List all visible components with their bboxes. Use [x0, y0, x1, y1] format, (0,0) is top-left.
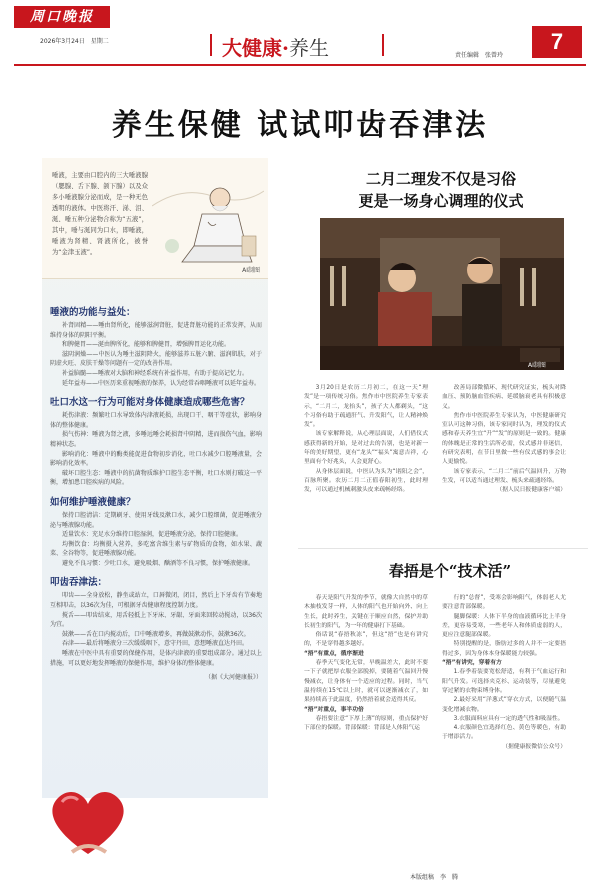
paragraph: 搅舌——叩齿结束，用舌轻抵上下牙床、牙龈、牙面来回转动搅动，以36次为宜。: [50, 611, 262, 629]
source-credit: （据健康报微信公众号）: [502, 743, 566, 750]
illustration-credit: AI制图: [242, 267, 260, 274]
section-main: 大健康·: [222, 36, 289, 60]
paragraph: 补肾固精——唾由肾所化，能够滋润肾脏，促进肾脏功能的正常发挥，从而维持身体的阴阳平衡。: [50, 322, 262, 339]
paragraph: 腿脚保暖：人体下半身的血液循环比上半身差，更容易受寒，一些老年人和体质虚弱的人，更应注意腿部保暖。: [442, 613, 566, 639]
paragraph: 吞津——最后将唾液分三次缓缓咽下，意守丹田，意想唾液直达丹田。: [62, 640, 249, 648]
paragraph: 滋阴润燥——中医认为唾主滋阴降火，能够滋养五脏六腑、滋润肌肤，对于阴虚火旺、皮肤干燥等问题有一定的改善作用。: [50, 350, 262, 368]
paragraph: 鼓漱——舌在口内搅动后，口中唾液增多，再做鼓漱动作，鼓漱36次。: [62, 630, 250, 638]
page-header: [0, 0, 600, 66]
newspaper-logo: 周口晚报: [14, 6, 110, 28]
page-number: 7: [532, 26, 582, 58]
subheading: 如何维护唾液健康？: [50, 496, 136, 508]
source-credit: （据《大河健康报》）: [204, 674, 262, 682]
article-col1: [304, 384, 428, 496]
divider: [382, 34, 384, 56]
paragraph: 改善局部微循环、现代研究证实，梳头对降血压、预防脑血管疾病、延缓脑衰老具有积极意义。: [442, 385, 566, 410]
paragraph: 1.春季着装要宽松舒适，有利于气血运行和阳气升发。可选择夹克衫、运动装等，尽量避免穿过紧的衣物束缚身体。: [442, 669, 566, 694]
paragraph: 俗话说“春捂秋冻”，但这“捂”也是有讲究的，不是穿得越多越好。: [304, 632, 428, 648]
subheading: 吐口水这一行为可能对身体健康造成哪些危害？: [50, 397, 250, 409]
barber-illustration: [320, 218, 564, 370]
paragraph: 和脾健胃——涎由脾所化，能够和脾健胃，增强脾胃运化功能。: [62, 341, 231, 349]
main-headline: 养生保健 试试叩齿吞津法: [111, 108, 489, 143]
paragraph: 从身体层面说，中医认为头为“诸阳之会”，百脉所聚。农历二月二正值春阳初生，此时理发，可以通过机械刺激头皮来疏畅经络。: [304, 468, 428, 494]
section-sub: 养生: [288, 36, 329, 60]
paragraph: 焦作市中医院养生专家认为，中医健康研究室认可这种习俗，该专家同时认为，理发的仪式感和春天养生宜“升”“发”的原则是一致的。健康的体魄是正常的生活所必需，仪式感并非迷信，有研究表明，在节日里做一些有仪式感的事会让人更愉悦。: [442, 412, 566, 466]
paragraph: 该专家解释说，从心理层面说，人们借仪式感获得新的开始，是对过去的告别，也是对新一年的美好期望，更有“龙头”“福头”寓意吉祥，心里面有个好兆头，人会更舒心。: [304, 431, 428, 466]
paragraph: 延年益寿——中医历来重视唾液的保养，认为经常吞咽唾液可以延年益寿。: [62, 379, 261, 387]
page-footer: 本版组稿 李 腾: [410, 874, 459, 881]
title-line: 更是一场身心调理的仪式: [358, 192, 524, 210]
editor-credit: 责任编辑 张曾玲: [455, 52, 504, 59]
paragraph: 3月20日是农历二月初二，在这一天“理发”是一项传统习俗。焦作市中医院养生专家表示，“二月二，龙抬头”，孩子大人都剃头，“这个习俗有助于疏通肝气、升发阳气，让人精神焕发”。: [304, 385, 428, 429]
left-article-body: [50, 298, 262, 681]
source-credit: （据人民日报健康客户端）: [496, 487, 566, 494]
paragraph: 补益脑髓——唾液对大脑和神经系统有补益作用，有助于提高记忆力。: [62, 369, 249, 377]
paragraph: 春捂要注意“下厚上薄”的原则，重点保护好下部位的保暖。背部保暖：背部是人体阳气运: [304, 715, 428, 732]
subheading: “捂”对重点，事半功倍: [304, 706, 364, 713]
issue-date: 2026年3月24日 星期二: [40, 38, 109, 45]
divider: [210, 34, 212, 56]
section-divider: [298, 548, 588, 549]
subheading: 叩齿吞津法：: [50, 577, 108, 589]
paragraph: 该专家表示，“二月二”前后气温回升，万物生发，可以适当通过理发、梳头来疏通经络。: [442, 468, 566, 484]
paragraph: 特别提醒的是，脂肪过多的人并不一定要捂得过多，因为身体本身保暖能力较强。: [442, 641, 566, 657]
image-credit: AI制图: [528, 362, 546, 369]
paragraph: 均衡饮食：均衡摄入营养，多吃富含维生素与矿物质的食物，如水果、蔬菜、全谷物等，促进唾液腺功能。: [50, 540, 262, 558]
paragraph: 春天是阳气升发的季节，就像大自然中的草木抽枝发芽一样，人体的阳气也开始向外、向上生长，此时养生，关键在于顺应自然，保护并助长初生的阳气，为一年的健康打下基础。: [304, 595, 428, 629]
section-title: [222, 32, 329, 61]
intro-text: 唾液，主要由口腔内的三大唾液腺（腮腺、舌下腺、颌下腺）以及众多小唾液腺分泌而成，是一种无色透明的液体。中医将汗、涕、泪、涎、唾五种分泌物合称为“五液”，其中，唾与涎同为口水，即唾液，唾液为肾精、肾液所化，被誉为“金津玉液”。: [52, 172, 148, 256]
paragraph: 损气伤神：唾液为肾之液，多唾远唾会耗损肾中阴精，进而损伤气血，影响精神状态。: [50, 431, 262, 448]
paragraph: 4.衣服颜色宜选择红色、黄色等暖色，有助于增添活力。: [442, 725, 566, 741]
heart-illustration: [42, 780, 134, 860]
title-line: 二月二理发不仅是习俗: [365, 170, 516, 188]
paragraph: 耗伤津液：频繁吐口水导致体内津液耗损，出现口干、咽干等症状，影响身体的整体健康。: [50, 412, 262, 429]
paragraph: 3.衣服面料应具有一定的透气性和吸湿性。: [453, 715, 564, 722]
paragraph: 影响消化：唾液中的酶类能促进食物初步消化，吐口水减少口腔唾液量，会影响消化效率。: [50, 450, 262, 468]
paragraph: 唾液在中医中具有重要的保健作用，是体内津液的重要组成部分。通过以上措施，可以更好地发挥唾液的保健作用，维护身体的整体健康。: [50, 650, 262, 667]
paragraph: 行的“总督”，受寒会影响阳气，体弱老人尤要注意背部保暖。: [442, 595, 566, 611]
paragraph: 保持口腔清洁：定期刷牙、使用牙线及漱口水，减少口腔细菌，促进唾液分泌与唾液腺功能。: [50, 511, 262, 529]
article-col2: [442, 384, 566, 496]
paragraph: 春季天气变化无常，早晚温差大，此时不要一下子就把厚衣服全部脱掉，要随着气温回升慢慢减衣，让身体有一个适应的过程。同时，当气温持续在15℃以上时，就可以逐渐减衣了，如果持续高于此温度，仍然捂着就会适得其反。: [304, 660, 428, 704]
subheading: “捂”有讲究，穿着有方: [442, 660, 502, 667]
paragraph: 叩齿——全身放松，静坐或站立，口唇微闭，闭目，然后上下牙齿有节奏地互相叩击，以36次为佳，可根据牙齿健康程度控制力度。: [50, 592, 262, 610]
paragraph: 适量饮水：充足水分维持口腔湿润，促进唾液分泌，保持口腔健康。: [62, 531, 243, 539]
subheading: 唾液的功能与益处：: [50, 307, 136, 318]
paragraph: 2.最好采用“洋葱式”穿衣方式，以便随气温变化增减衣物。: [442, 697, 566, 713]
article-col1: [304, 594, 428, 733]
article-title: 春捂是个“技术活”: [388, 562, 512, 580]
article-col2: [442, 594, 566, 752]
subheading: “捂”有重点，循序渐进: [304, 650, 364, 657]
article-title: [316, 168, 566, 212]
paragraph: 避免不良习惯：少吐口水，避免吸烟、酗酒等不良习惯，保护唾液健康。: [62, 559, 255, 567]
header-rule: [14, 64, 586, 66]
paragraph: 破坏口腔生态：唾液中的抗菌物质维护口腔生态平衡，吐口水则打破这一平衡，增加患口腔疾病的风险。: [50, 469, 262, 487]
elder-illustration: [152, 166, 264, 272]
intro-card: [42, 158, 268, 279]
